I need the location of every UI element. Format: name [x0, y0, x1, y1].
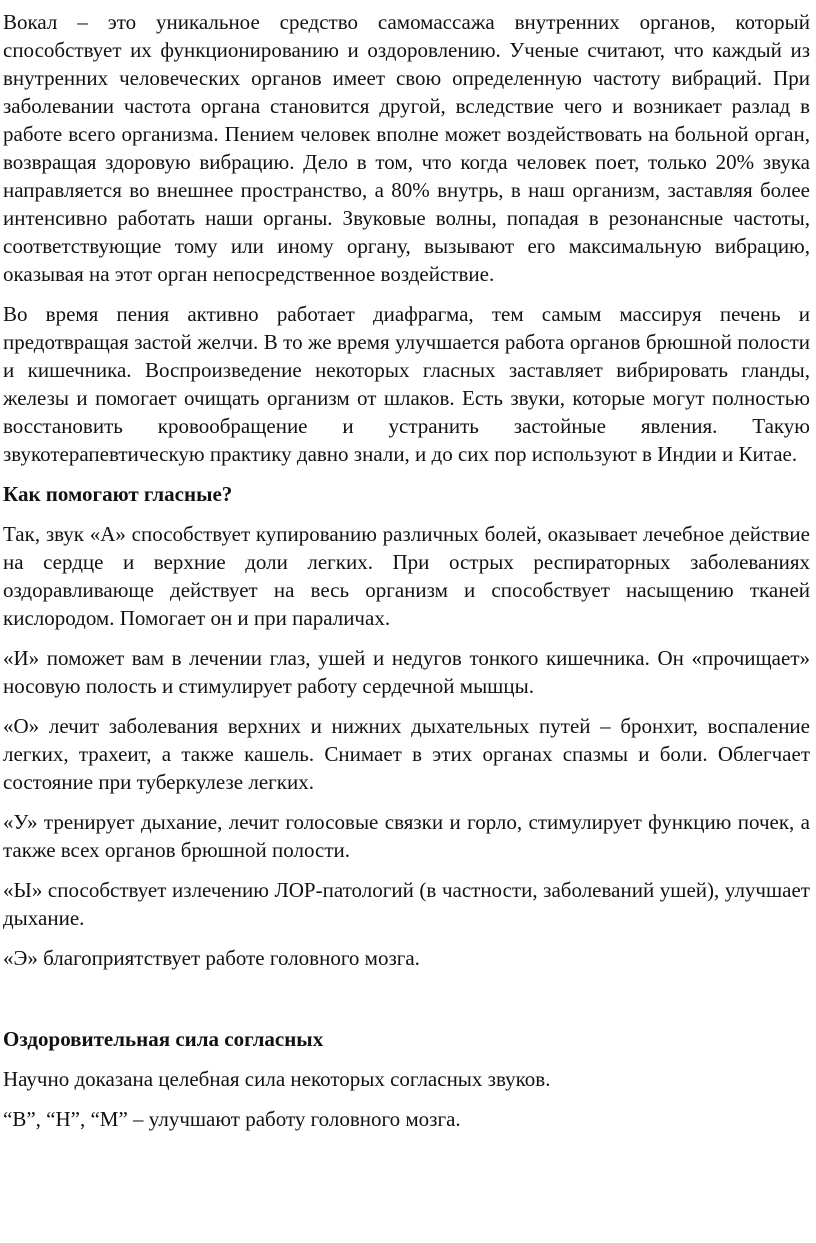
vowel-o-paragraph: «О» лечит заболевания верхних и нижних дыхательных путей – бронхит, воспаление легких, трахеит, а также кашель. Снимает в этих органах спазмы и боли. Облегчает состояние при туберкулезе легких. — [3, 714, 810, 794]
vowel-e-paragraph: «Э» благоприятствует работе головного мозга. — [3, 946, 420, 970]
consonants-paragraph-1: Научно доказана целебная сила некоторых согласных звуков. — [3, 1067, 551, 1091]
section-spacer — [3, 984, 810, 1025]
vowel-a-paragraph: Так, звук «А» способствует купированию различных болей, оказывает лечебное действие на сердце и верхние доли легких. При острых респираторных заболеваниях оздоравливающе действует на весь организм и способствует насыщению тканей кислородом. Помогает он и при параличах. — [3, 522, 810, 630]
vowel-u-paragraph: «У» тренирует дыхание, лечит голосовые связки и горло, стимулирует функцию почек, а также всех органов брюшной полости. — [3, 810, 810, 862]
vowels-heading: Как помогают гласные? — [3, 482, 233, 506]
vowel-y-paragraph: «Ы» способствует излечению ЛОР-патологий (в частности, заболеваний ушей), улучшает дыхание. — [3, 878, 810, 930]
intro-paragraph-2: Во время пения активно работает диафрагма, тем самым массируя печень и предотвращая застой желчи. В то же время улучшается работа органов брюшной полости и кишечника. Воспроизведение некоторых гласных заставляет вибрировать гланды, железы и помогает очищать организм от шлаков. Есть звуки, которые могут полностью восстановить кровообращение и устранить застойные явления. Такую звукотерапевтическую практику давно знали, и до сих пор используют в Индии и Китае. — [3, 302, 810, 466]
consonants-heading: Оздоровительная сила согласных — [3, 1027, 324, 1051]
vowel-i-paragraph: «И» поможет вам в лечении глаз, ушей и недугов тонкого кишечника. Он «прочищает» носовую полость и стимулирует работу сердечной мышцы. — [3, 646, 810, 698]
intro-paragraph-1: Вокал – это уникальное средство самомассажа внутренних органов, который способствует их функционированию и оздоровлению. Ученые считают, что каждый из внутренних человеческих органов имеет свою определенную частоту вибраций. При заболевании частота органа становится другой, вследствие чего и возникает разлад в работе всего организма. Пением человек вполне может воздействовать на больной орган, возвращая здоровую вибрацию. Дело в том, что когда человек поет, только 20% звука направляется во внешнее пространство, а 80% внутрь, в наш организм, заставляя более интенсивно работать наши органы. Звуковые волны, попадая в резонансные частоты, соответствующие тому или иному органу, вызывают его максимальную вибрацию, оказывая на этот орган непосредственное воздействие. — [3, 10, 810, 286]
consonants-paragraph-2: “В”, “Н”, “М” – улучшают работу головного мозга. — [3, 1107, 461, 1131]
